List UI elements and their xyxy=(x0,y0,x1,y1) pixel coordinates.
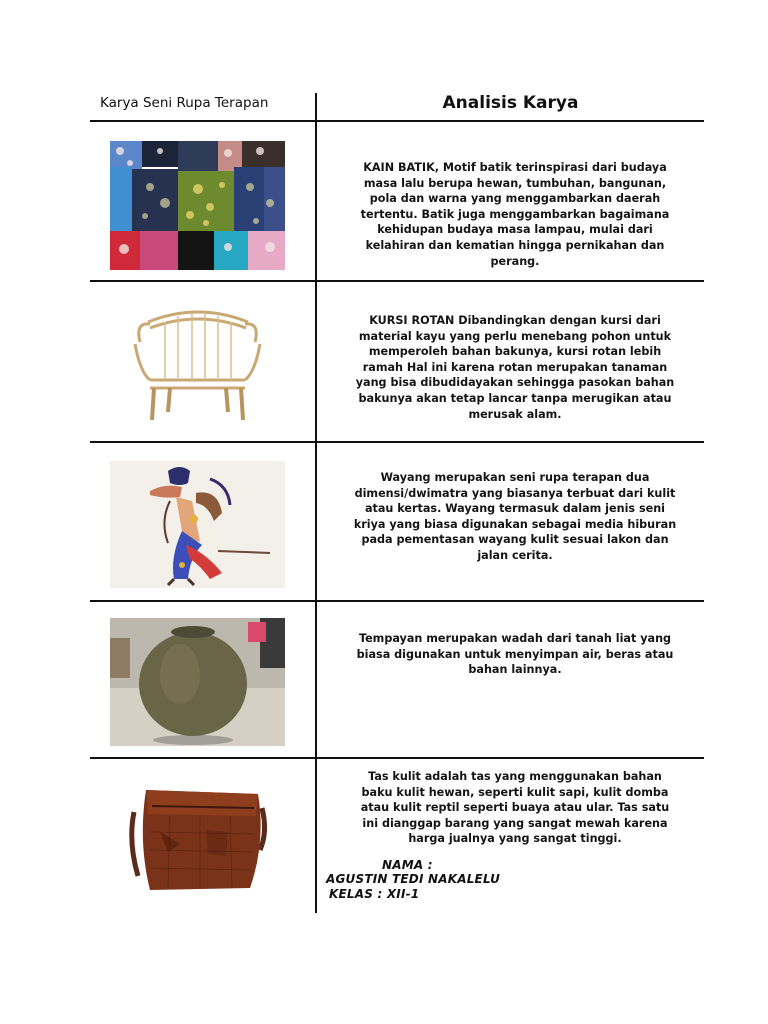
class-label: KELAS : XII-1 xyxy=(329,887,420,901)
table-divider-header xyxy=(90,120,704,122)
column-header-analysis: Analisis Karya xyxy=(442,93,579,113)
name-label: NAMA : xyxy=(382,858,433,872)
batik-fabric-image xyxy=(110,141,285,270)
table-divider-2 xyxy=(90,441,704,443)
leather-bag-description: Tas kulit adalah tas yang menggunakan bahan baku kulit hewan, seperti kulit sapi, kulit domba atau kulit reptil seperti buaya atau ular. Tas satu ini dianggap barang yang sangat mewah karena harga jualnya yang sangat tinggi. xyxy=(360,770,670,846)
wayang-image xyxy=(110,461,285,588)
table-divider-3 xyxy=(90,600,704,602)
rattan-chair-image xyxy=(110,302,285,426)
wayang-description: Wayang merupakan seni rupa terapan dua dimensi/dwimatra yang biasanya terbuat dari kulit atau kertas. Wayang termasuk dalam jenis seni kriya yang biasa digunakan sebagai media hiburan pada pementasan wayang kulit sesuai lakon dan jalan cerita. xyxy=(353,471,677,562)
table-divider-1 xyxy=(90,280,704,282)
rattan-chair-description: KURSI ROTAN Dibandingkan dengan kursi dari material kayu yang perlu menebang pohon untuk memperoleh bahan bakunya, kursi rotan lebih ramah Hal ini karena rotan merupakan tanaman yang bisa dibudidayakan sehingga pasokan bahan bakunya akan tetap lancar tanpa merugikan atau merusak alam. xyxy=(355,314,675,421)
column-header-artwork: Karya Seni Rupa Terapan xyxy=(100,95,269,111)
leather-bag-image xyxy=(110,772,285,897)
tempayan-image xyxy=(110,618,285,746)
student-name: AGUSTIN TEDI NAKALELU xyxy=(326,872,501,886)
table-divider-4 xyxy=(90,757,704,759)
tempayan-description: Tempayan merupakan wadah dari tanah liat yang biasa digunakan untuk menyimpan air, beras atau bahan lainnya. xyxy=(356,632,674,677)
batik-description: KAIN BATIK, Motif batik terinspirasi dari budaya masa lalu berupa hewan, tumbuhan, bangunan, pola dan warna yang menggambarkan daerah tertentu. Batik juga menggambarkan bagaimana kehidupan budaya masa lampau, mulai dari kelahiran dan kematian hingga pernikahan dan perang. xyxy=(360,161,670,268)
table-vertical-divider xyxy=(315,93,317,913)
